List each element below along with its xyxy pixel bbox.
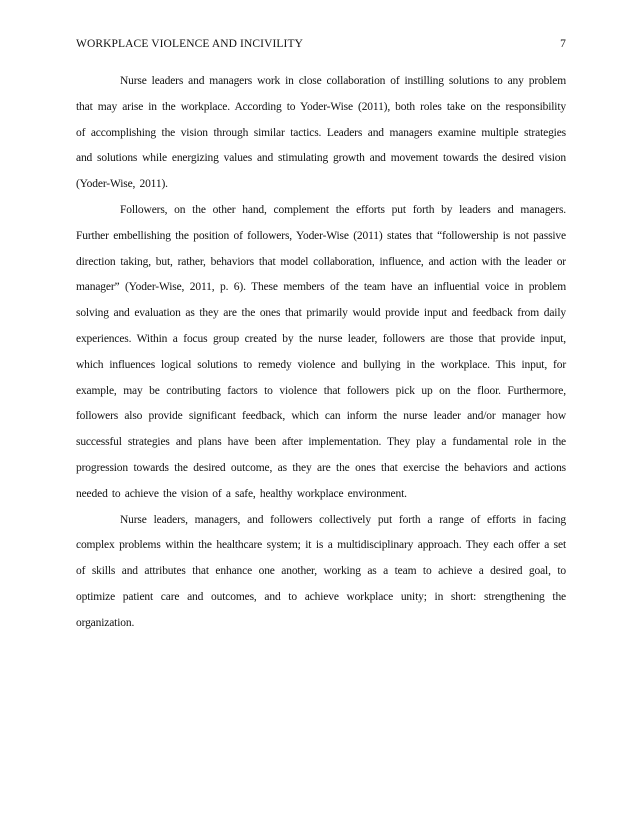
page-number: 7 [560,38,566,50]
running-head-title: WORKPLACE VIOLENCE AND INCIVILITY [76,38,303,50]
body-text [76,69,566,637]
paragraph-leaders-managers: Nurse leaders and managers work in close collaboration of instilling solutions to any problem that may arise in the workplace. According to Yoder-Wise (2011), both roles take on the responsibility of accomplishing the vision through similar tactics. Leaders and managers examine multiple strategies and solutions while energizing values and stimulating growth and movement towards the desired vision (Yoder-Wise, 2011). [76,75,566,191]
paragraph-collective-efforts: Nurse leaders, managers, and followers collectively put forth a range of efforts in facing complex problems within the healthcare system; it is a multidisciplinary approach. They each offer a set of skills and attributes that enhance one another, working as a team to achieve a desired goal, to optimize patient care and outcomes, and to achieve workplace unity; in short: strengthening the organization. [76,513,566,629]
paragraph-followers: Followers, on the other hand, complement the efforts put forth by leaders and managers. Further embellishing the position of followers, Yoder-Wise (2011) states that “followership is not passive direction taking, but, rather, behaviors that model collaboration, influence, and action with the leader or manager” (Yoder-Wise, 2011, p. 6). These members of the team have an influential voice in problem solving and evaluation as they are the ones that primarily would provide input and feedback from daily experiences. Within a focus group created by the nurse leader, followers are those that provide input, which influences logical solutions to remedy violence and bullying in the workplace. This input, for example, may be contributing factors to violence that followers pick up on the floor. Furthermore, followers also provide significant feedback, which can inform the nurse leader and/or manager how successful strategies and plans have been after implementation. They play a fundamental role in the progression towards the desired outcome, as they are the ones that exercise the behaviors and actions needed to achieve the vision of a safe, healthy workplace environment. [76,203,566,500]
running-head [76,38,566,54]
